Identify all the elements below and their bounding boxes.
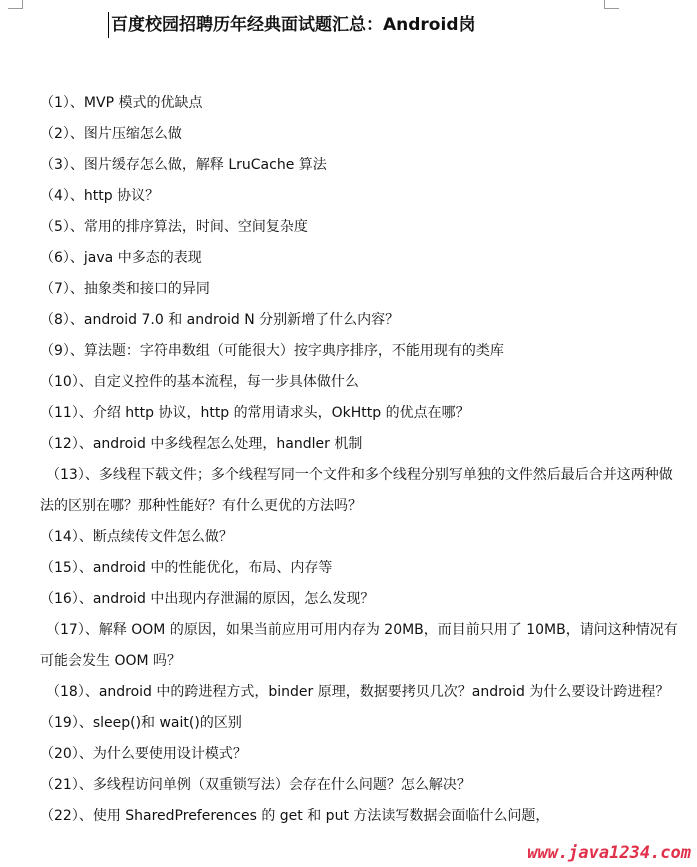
question-item: （13）、多线程下载文件；多个线程写同一个文件和多个线程分别写单独的文件然后最后合并这两种做法的区别在哪？那种性能好？有什么更优的方法吗？ (40, 467, 673, 514)
question-item: （11）、介绍 http 协议，http 的常用请求头，OkHttp 的优点在哪？ (40, 405, 470, 421)
question-item: （22）、使用 SharedPreferences 的 get 和 put 方法读写数据会面临什么问题， (40, 808, 550, 824)
question-item: （2）、图片压缩怎么做 (40, 126, 182, 142)
question-item: （1）、MVP 模式的优缺点 (40, 95, 203, 111)
question-item: （8）、android 7.0 和 android N 分别新增了什么内容？ (40, 312, 400, 328)
question-item: （21）、多线程访问单例（双重锁写法）会存在什么问题？怎么解决？ (40, 777, 471, 793)
text-cursor (108, 12, 109, 38)
question-item: （7）、抽象类和接口的异同 (40, 281, 210, 297)
question-list (40, 88, 680, 832)
question-item: （19）、sleep()和 wait()的区别 (40, 715, 242, 731)
question-item: （4）、http 协议？ (40, 188, 160, 204)
watermark-text: www.java1234.com (527, 843, 691, 863)
question-item: （5）、常用的排序算法，时间、空间复杂度 (40, 219, 308, 235)
question-item: （16）、android 中出现内存泄漏的原因，怎么发现？ (40, 591, 375, 607)
question-item: （6）、java 中多态的表现 (40, 250, 202, 266)
document-title: 百度校园招聘历年经典面试题汇总：Android岗 (111, 15, 476, 35)
page-corner-mark-right (604, 0, 619, 9)
page-corner-mark-left (8, 0, 23, 9)
question-item: （20）、为什么要使用设计模式？ (40, 746, 247, 762)
question-item: （9）、算法题：字符串数组（可能很大）按字典序排序，不能用现有的类库 (40, 343, 504, 359)
question-item: （10）、自定义控件的基本流程，每一步具体做什么 (40, 374, 359, 390)
question-item: （3）、图片缓存怎么做，解释 LruCache 算法 (40, 157, 327, 173)
question-item: （14）、断点续传文件怎么做？ (40, 529, 233, 545)
question-item: （12）、android 中多线程怎么处理，handler 机制 (40, 436, 363, 452)
question-item: （18）、android 中的跨进程方式，binder 原理，数据要拷贝几次？android 为什么要设计跨进程？ (46, 684, 670, 700)
question-item: （15）、android 中的性能优化，布局、内存等 (40, 560, 333, 576)
question-item: （17）、解释 OOM 的原因，如果当前应用可用内存为 20MB，而目前只用了 10MB，请问这种情况有可能会发生 OOM 吗？ (40, 622, 678, 669)
